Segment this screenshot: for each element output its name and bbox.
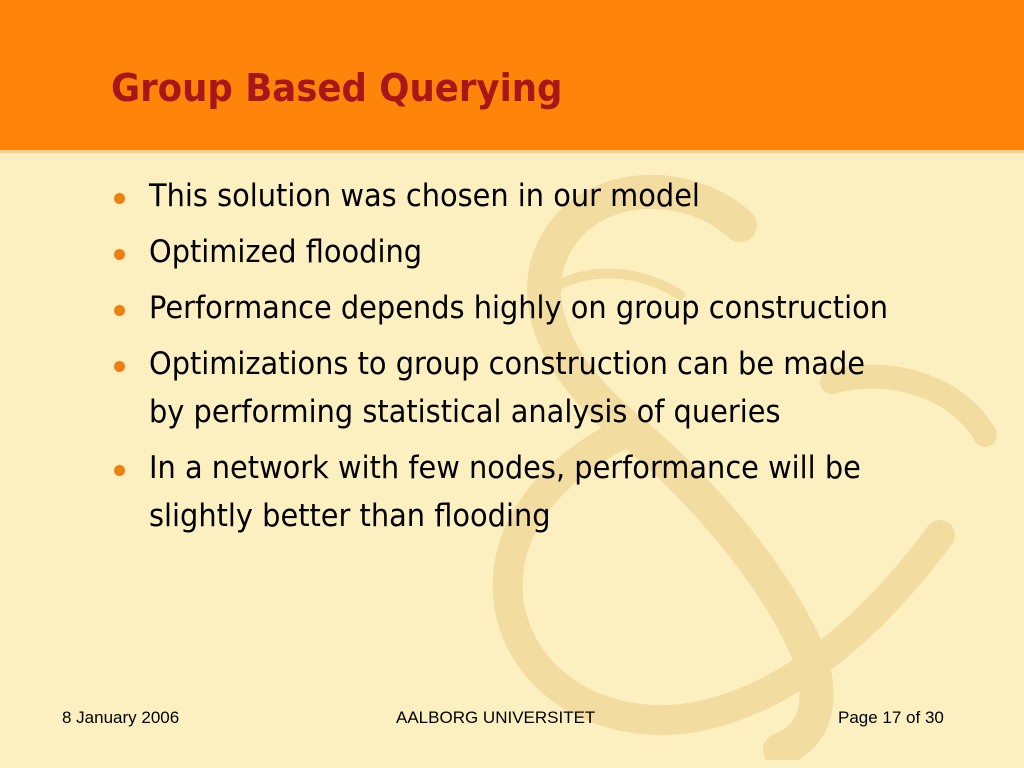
bullet-dot-icon — [114, 361, 125, 372]
bullet-item — [110, 284, 930, 332]
bullet-text: Performance depends highly on group construction — [149, 290, 889, 326]
bullet-text: In a network with few nodes, performance will be slightly better than flooding — [149, 450, 861, 534]
bullet-item — [110, 340, 930, 436]
footer-institution: AALBORG UNIVERSITET — [396, 708, 596, 727]
bullet-item — [110, 228, 930, 276]
bullet-dot-icon — [114, 249, 125, 260]
slide-title: Group Based Querying — [111, 66, 563, 110]
bullet-text: Optimized flooding — [149, 234, 423, 270]
bullet-list — [110, 172, 930, 548]
bullet-dot-icon — [114, 193, 125, 204]
bullet-item — [110, 444, 930, 540]
footer-date: 8 January 2006 — [62, 708, 180, 727]
bullet-dot-icon — [114, 305, 125, 316]
bullet-item — [110, 172, 930, 220]
footer-page-number: Page 17 of 30 — [838, 708, 944, 727]
bullet-text: Optimizations to group construction can be made by performing statistical analysis of queries — [149, 346, 866, 430]
bullet-dot-icon — [114, 465, 125, 476]
bullet-text: This solution was chosen in our model — [149, 178, 700, 214]
